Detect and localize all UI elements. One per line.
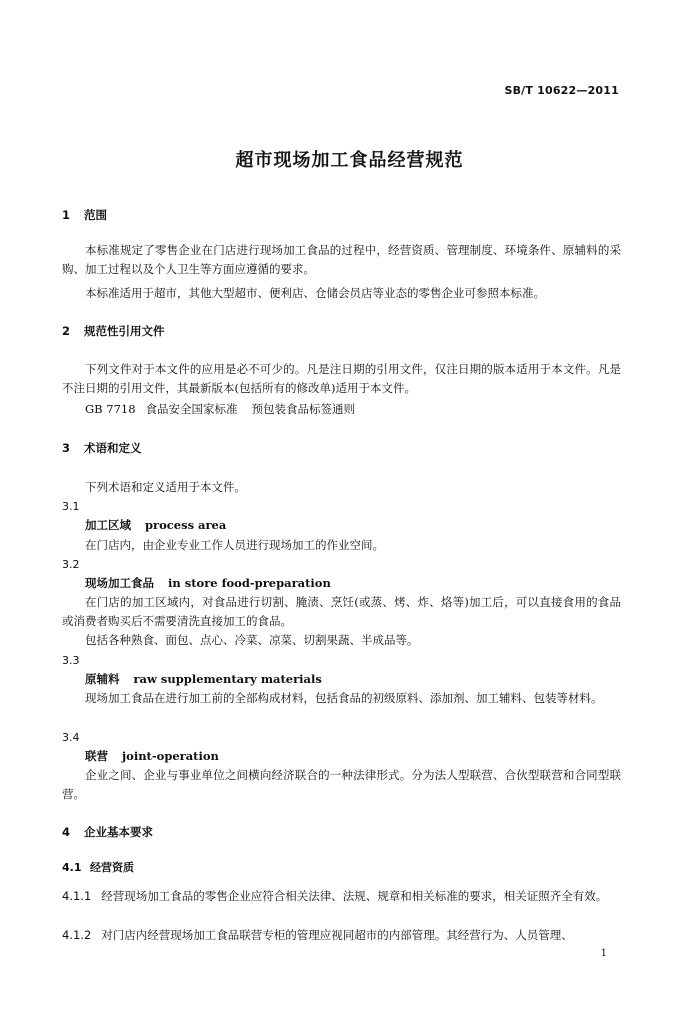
- clause-4-1-1: [62, 887, 621, 906]
- term-number: 3.1: [62, 500, 80, 513]
- term-number: 3.3: [62, 654, 80, 667]
- term-definition: 在门店的加工区域内，对食品进行切割、腌渍、烹饪(或蒸、烤、炸、烙等)加工后，可以直接食用的食品或消费者购买后不需要清洗直接加工的食品。: [62, 595, 621, 628]
- section-number: 1: [62, 208, 71, 222]
- section-1-paragraph-1: 本标准规定了零售企业在门店进行现场加工食品的过程中，经营资质、管理制度、环境条件、原辅料的采购、加工过程以及个人卫生等方面应遵循的要求。: [62, 243, 621, 276]
- section-number: 4: [62, 825, 71, 839]
- clause-text: 经营现场加工食品的零售企业应符合相关法律、法规、规章和相关标准的要求，相关证照齐全有效。: [101, 889, 608, 903]
- term-title: [62, 574, 644, 593]
- reference-subtitle: 预包装食品标签通则: [251, 402, 356, 416]
- document-title: 超市现场加工食品经营规范: [235, 150, 464, 171]
- section-2-heading: [62, 322, 621, 341]
- standard-code: SB/T 10622—2011: [504, 84, 619, 97]
- reference-code: GB 7718: [85, 402, 136, 416]
- section-3-heading: [62, 439, 621, 458]
- subsection-title: 经营资质: [90, 861, 134, 874]
- term-en: process area: [145, 518, 227, 532]
- term-definition: 在门店内，由企业专业工作人员进行现场加工的作业空间。: [85, 538, 384, 552]
- term-definition: 现场加工食品在进行加工前的全部构成材料，包括食品的初级原料、添加剂、加工辅料、包装等材料。: [85, 691, 603, 705]
- section-title: 范围: [84, 208, 107, 222]
- term-definition: 企业之间、企业与事业单位之间横向经济联合的一种法律形式。分为法人型联营、合伙型联营和合同型联营。: [62, 768, 621, 801]
- term-en: joint-operation: [122, 749, 219, 763]
- reference-name: 食品安全国家标准: [145, 402, 238, 416]
- section-title: 术语和定义: [84, 441, 142, 455]
- term-title: [62, 516, 644, 535]
- term-zh: 原辅料: [85, 672, 120, 686]
- section-1-paragraph-2: 本标准适用于超市，其他大型超市、便利店、仓储会员店等业态的零售企业可参照本标准。: [85, 286, 545, 300]
- term-number: 3.4: [62, 731, 80, 744]
- section-number: 3: [62, 441, 71, 455]
- term-number: 3.2: [62, 558, 80, 571]
- clause-number: 4.1.2: [62, 928, 92, 942]
- normative-reference: [62, 400, 644, 419]
- section-3-intro: 下列术语和定义适用于本文件。: [85, 480, 246, 494]
- clause-4-1-2: [62, 926, 621, 945]
- section-title: 企业基本要求: [84, 825, 153, 839]
- section-1-heading: [62, 206, 621, 225]
- term-definition: 包括各种熟食、面包、点心、冷菜、凉菜、切割果蔬、半成品等。: [85, 633, 419, 647]
- section-title: 规范性引用文件: [84, 324, 165, 338]
- clause-text: 对门店内经营现场加工食品联营专柜的管理应视同超市的内部管理。其经营行为、人员管理、: [101, 928, 573, 942]
- section-2-paragraph-1: 下列文件对于本文件的应用是必不可少的。凡是注日期的引用文件，仅注日期的版本适用于本文件。凡是不注日期的引用文件，其最新版本(包括所有的修改单)适用于本文件。: [62, 362, 621, 395]
- term-en: in store food-preparation: [168, 576, 331, 590]
- term-title: [62, 670, 644, 689]
- term-en: raw supplementary materials: [133, 672, 322, 686]
- clause-number: 4.1.1: [62, 889, 92, 903]
- term-zh: 联营: [85, 749, 108, 763]
- page-number: 1: [600, 948, 607, 959]
- section-4-heading: [62, 823, 621, 842]
- section-number: 2: [62, 324, 71, 338]
- term-title: [62, 747, 644, 766]
- term-zh: 加工区域: [85, 518, 131, 532]
- term-zh: 现场加工食品: [85, 576, 154, 590]
- subsection-4-1-heading: [62, 858, 621, 877]
- subsection-number: 4.1: [62, 861, 82, 874]
